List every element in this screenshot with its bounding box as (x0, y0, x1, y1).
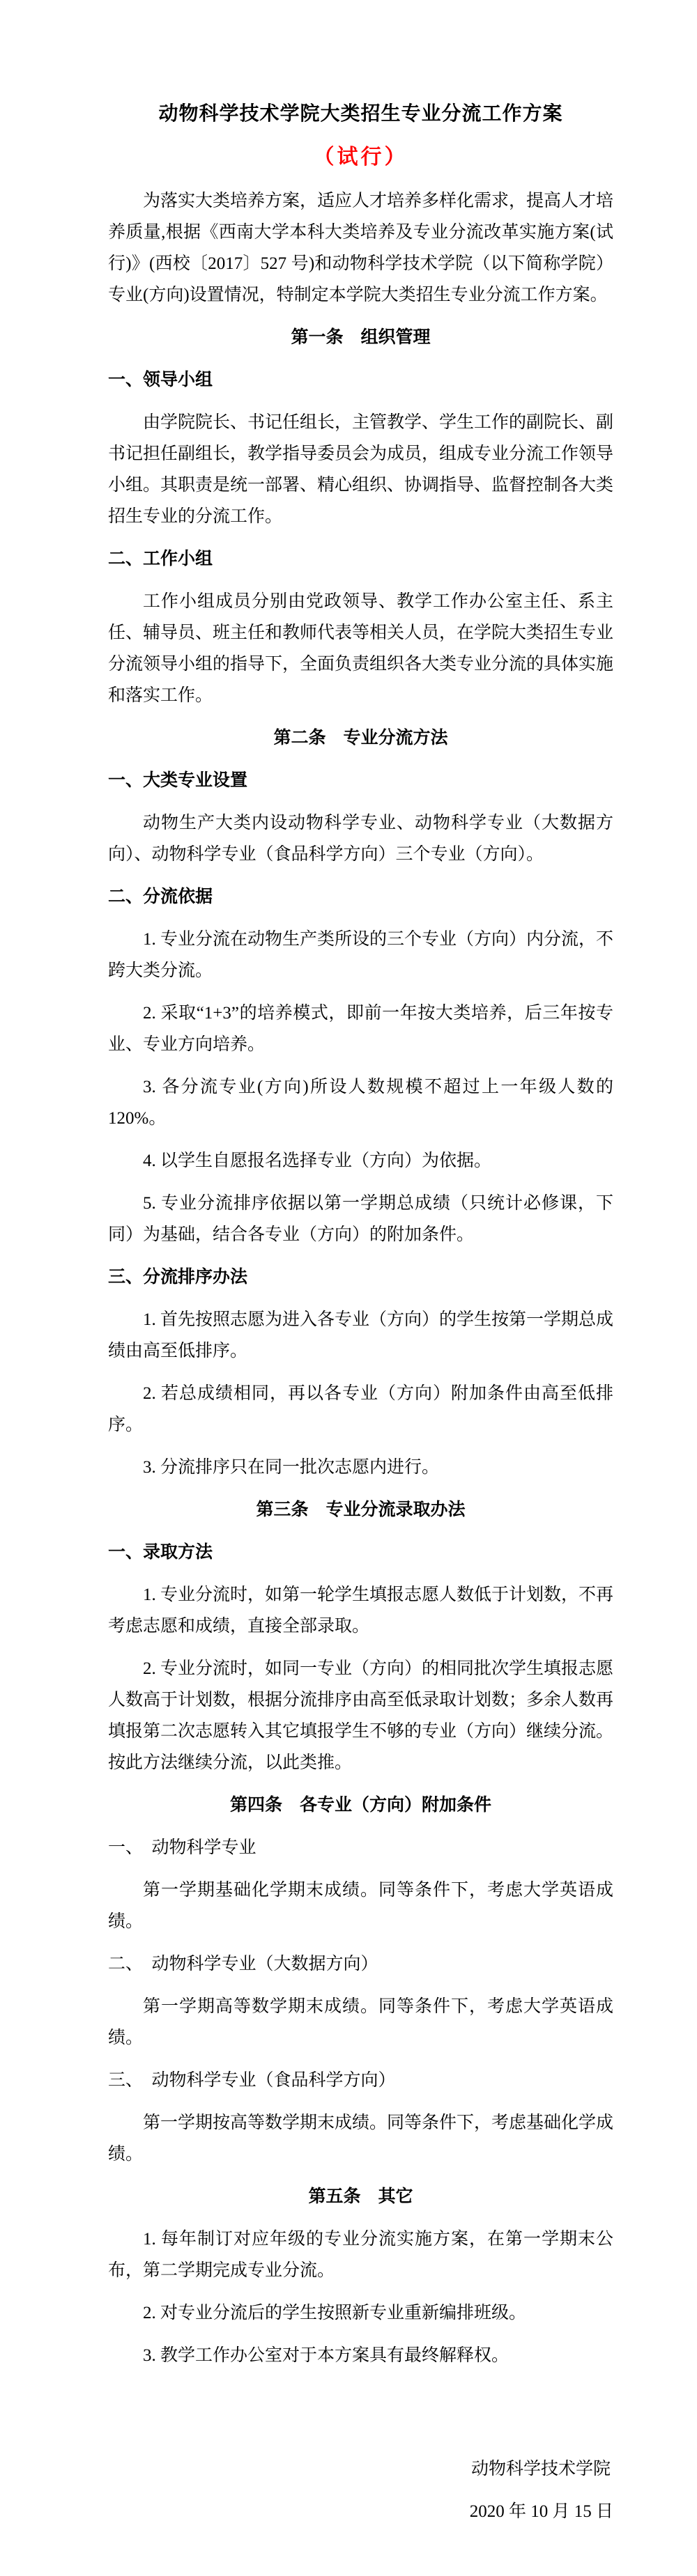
paragraph-major-setup: 动物生产大类内设动物科学专业、动物科学专业（大数据方向）、动物科学专业（食品科学方向）三个专业（方向）。 (108, 814, 613, 864)
list-item-other-1: 1. 每年制订对应年级的专业分流实施方案，在第一学期末公布，第二学期完成专业分流。 (108, 2230, 613, 2280)
list-item-basis-1: 1. 专业分流在动物生产类所设的三个专业（方向）内分流，不跨大类分流。 (108, 930, 614, 980)
document-subtitle-trial: （试行） (313, 146, 408, 169)
paragraph-leading-group: 由学院院长、书记任组长，主管教学、学生工作的副院长、副书记担任副组长，教学指导委员会为成员，组成专业分流工作领导小组。其职责是统一部署、精心组织、协调指导、监督控制各大类招生专业的分流工作。 (108, 413, 614, 526)
list-item-basis-2: 2. 采取“1+3”的培养模式，即前一年按大类培养，后三年按专业、专业方向培养。 (108, 1004, 613, 1054)
signature-college-name: 动物科学技术学院 (470, 2460, 611, 2478)
document-title: 动物科学技术学院大类招生专业分流工作方案 (158, 103, 563, 125)
list-item-basis-5: 5. 专业分流排序依据以第一学期总成绩（只统计必修课，下同）为基础，结合各专业（方向）的附加条件。 (108, 1194, 613, 1244)
list-item-ranking-3: 3. 分流排序只在同一批次志愿内进行。 (143, 1458, 440, 1477)
list-item-other-2: 2. 对专业分流后的学生按照新专业重新编排班级。 (143, 2304, 527, 2322)
subheading-leading-group: 一、领导小组 (108, 371, 213, 389)
subheading-diversion-basis: 二、分流依据 (108, 887, 213, 906)
subheading-admission-method: 一、录取方法 (108, 1543, 213, 1562)
signature-date: 2020 年 10 月 15 日 (469, 2502, 613, 2521)
list-item-admission-1: 1. 专业分流时，如第一轮学生填报志愿人数低于计划数，不再考虑志愿和成绩，直接全部录取。 (108, 1585, 614, 1636)
list-item-basis-4: 4. 以学生自愿报名选择专业（方向）为依据。 (143, 1151, 492, 1170)
subheading-ranking-method: 三、分流排序办法 (108, 1268, 248, 1287)
subheading-working-group: 二、工作小组 (108, 550, 213, 568)
list-item-other-3: 3. 教学工作办公室对于本方案具有最终解释权。 (143, 2346, 510, 2365)
paragraph-condition-food-science: 第一学期按高等数学期末成绩。同等条件下，考虑基础化学成绩。 (108, 2113, 614, 2164)
paragraph-condition-big-data: 第一学期高等数学期末成绩。同等条件下，考虑大学英语成绩。 (108, 1997, 613, 2047)
heading-article-2: 第二条 专业分流方法 (273, 729, 448, 747)
paragraph-working-group: 工作小组成员分别由党政领导、教学工作办公室主任、系主任、辅导员、班主任和教师代表等相关人员，在学院大类招生专业分流领导小组的指导下，全面负责组织各大类专业分流的具体实施和落实工作。 (108, 592, 614, 705)
subheading-major-animal-science: 一、 动物科学专业 (108, 1838, 256, 1857)
heading-article-4: 第四条 各专业（方向）附加条件 (229, 1796, 491, 1815)
subheading-major-big-data: 二、 动物科学专业（大数据方向） (108, 1955, 378, 1973)
paragraph-condition-animal-science: 第一学期基础化学期末成绩。同等条件下，考虑大学英语成绩。 (108, 1881, 613, 1931)
heading-article-3: 第三条 专业分流录取办法 (256, 1500, 466, 1519)
intro-paragraph: 为落实大类培养方案，适应人才培养多样化需求，提高人才培养质量,根据《西南大学本科大类培养及专业分流改革实施方案(试行)》(西校〔2017〕527 号)和动物科学技术学院（以下简称学院）专业(方向)设置情况，特制定本学院大类招生专业分流工作方案。 (108, 192, 614, 304)
subheading-major-setup: 一、大类专业设置 (108, 771, 248, 790)
list-item-basis-3: 3. 各分流专业(方向)所设人数规模不超过上一年级人数的 120%。 (108, 1078, 613, 1128)
list-item-ranking-2: 2. 若总成绩相同，再以各专业（方向）附加条件由高至低排序。 (108, 1384, 613, 1434)
heading-article-1: 第一条 组织管理 (291, 328, 431, 347)
subheading-major-food-science: 三、 动物科学专业（食品科学方向） (108, 2071, 396, 2090)
heading-article-5: 第五条 其它 (308, 2187, 413, 2206)
list-item-admission-2: 2. 专业分流时，如同一专业（方向）的相同批次学生填报志愿人数高于计划数，根据分流排序由高至低录取计划数；多余人数再填报第二次志愿转入其它填报学生不够的专业（方向）继续分流。按此方法继续分流，以此类推。 (108, 1659, 614, 1772)
list-item-ranking-1: 1. 首先按照志愿为进入各专业（方向）的学生按第一学期总成绩由高至低排序。 (108, 1310, 614, 1360)
